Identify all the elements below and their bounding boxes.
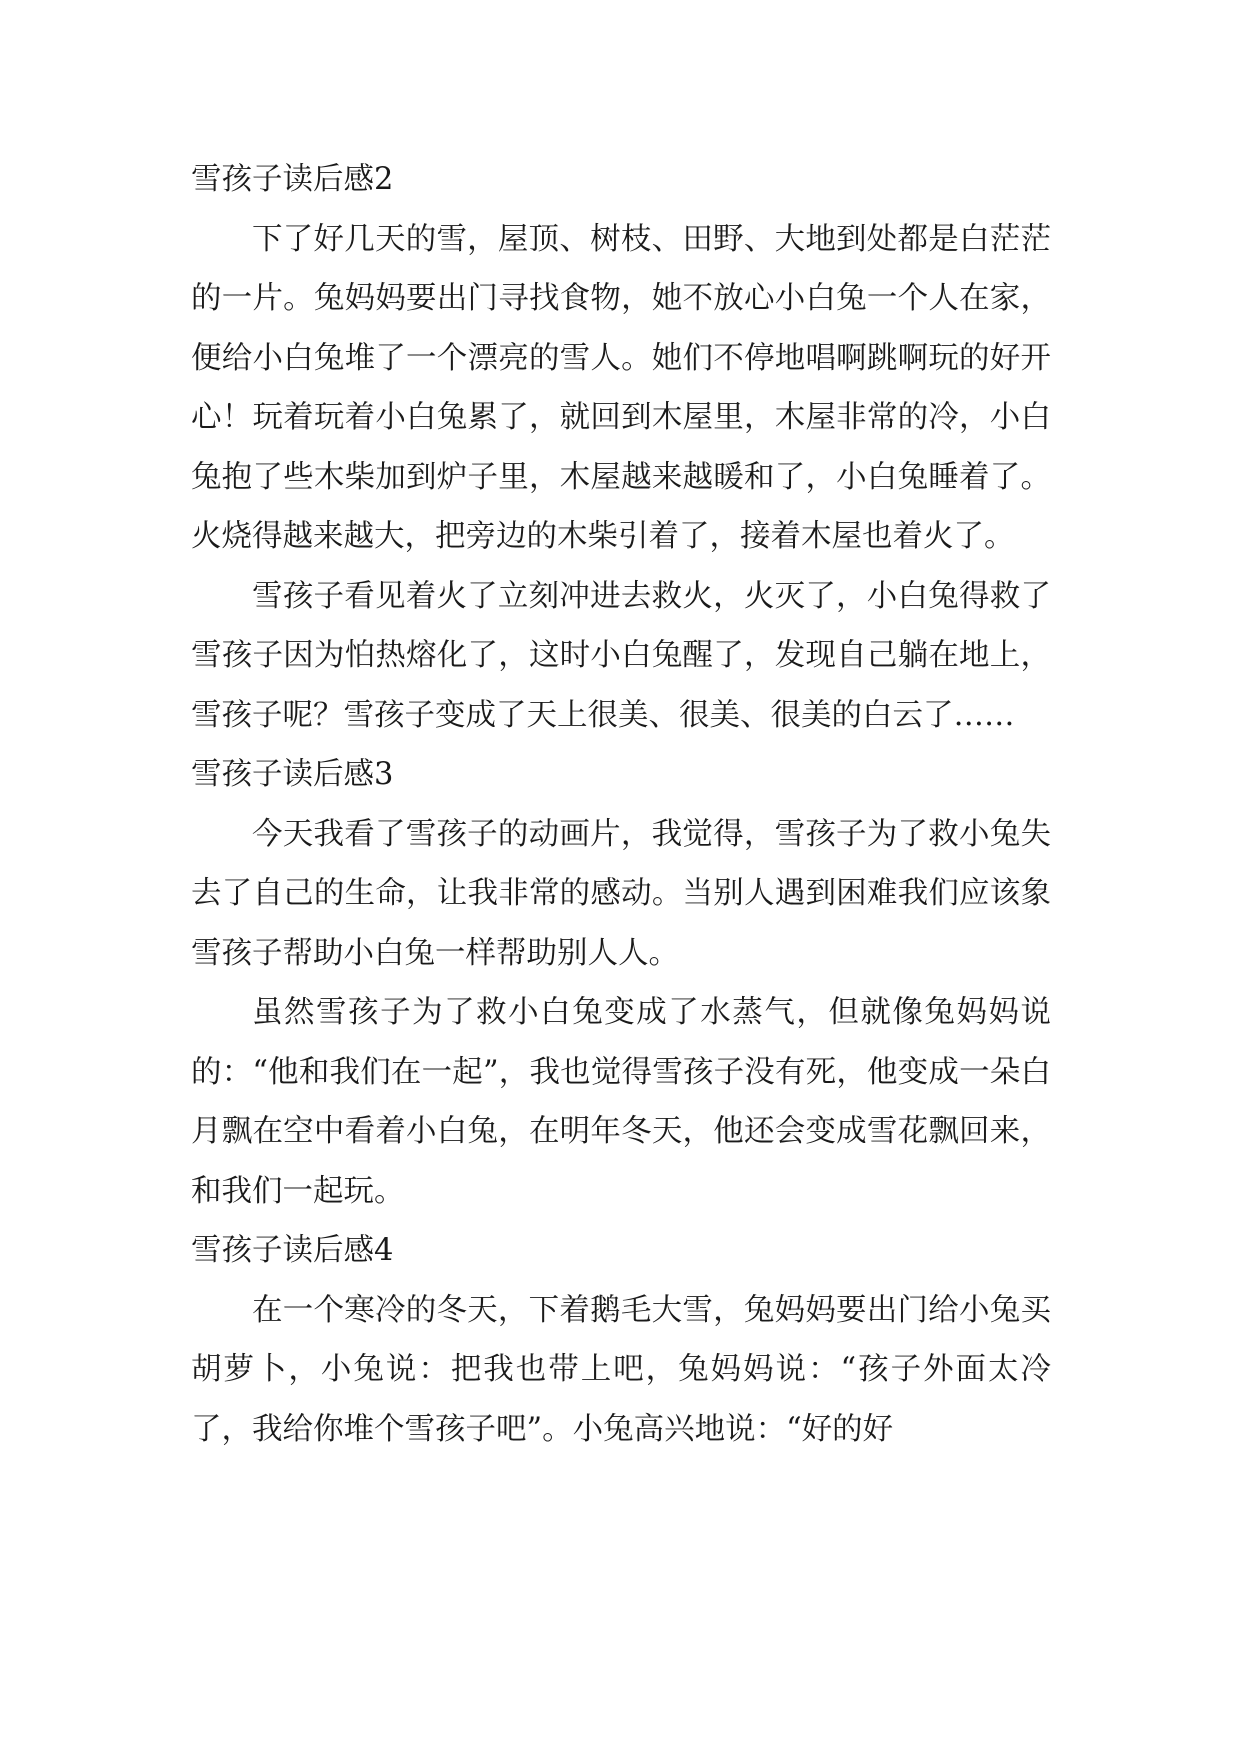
paragraph: 今天我看了雪孩子的动画片，我觉得，雪孩子为了救小兔失去了自己的生命，让我非常的感动。当别人遇到困难我们应该象雪孩子帮助小白兔一样帮助别人人。 — [191, 816, 1051, 971]
document-body — [191, 150, 1051, 1459]
paragraph: 虽然雪孩子为了救小白兔变成了水蒸气，但就像兔妈妈说的：“他和我们在一起”，我也觉得雪孩子没有死，他变成一朵白月飘在空中看着小白兔，在明年冬天，他还会变成雪花飘回来，和我们一起玩。 — [191, 995, 1051, 1209]
paragraph: 下了好几天的雪，屋顶、树枝、田野、大地到处都是白茫茫的一片。兔妈妈要出门寻找食物，她不放心小白兔一个人在家，便给小白兔堆了一个漂亮的雪人。她们不停地唱啊跳啊玩的好开心！玩着玩着小白兔累了，就回到木屋里，木屋非常的冷，小白兔抱了些木柴加到炉子里，木屋越来越暖和了，小白兔睡着了。火烧得越来越大，把旁边的木柴引着了，接着木屋也着火了。 — [191, 221, 1051, 554]
section-title: 雪孩子读后感4 — [191, 1233, 394, 1268]
section-title: 雪孩子读后感3 — [191, 757, 394, 792]
paragraph: 雪孩子看见着火了立刻冲进去救火，火灭了，小白兔得救了雪孩子因为怕热熔化了，这时小白兔醒了，发现自己躺在地上，雪孩子呢？雪孩子变成了天上很美、很美、很美的白云了…… — [191, 578, 1051, 733]
paragraph: 在一个寒冷的冬天，下着鹅毛大雪，兔妈妈要出门给小兔买胡萝卜，小兔说：把我也带上吧，兔妈妈说：“孩子外面太冷了，我给你堆个雪孩子吧”。小兔高兴地说：“好的好 — [191, 1292, 1051, 1447]
section-title: 雪孩子读后感2 — [191, 162, 394, 197]
